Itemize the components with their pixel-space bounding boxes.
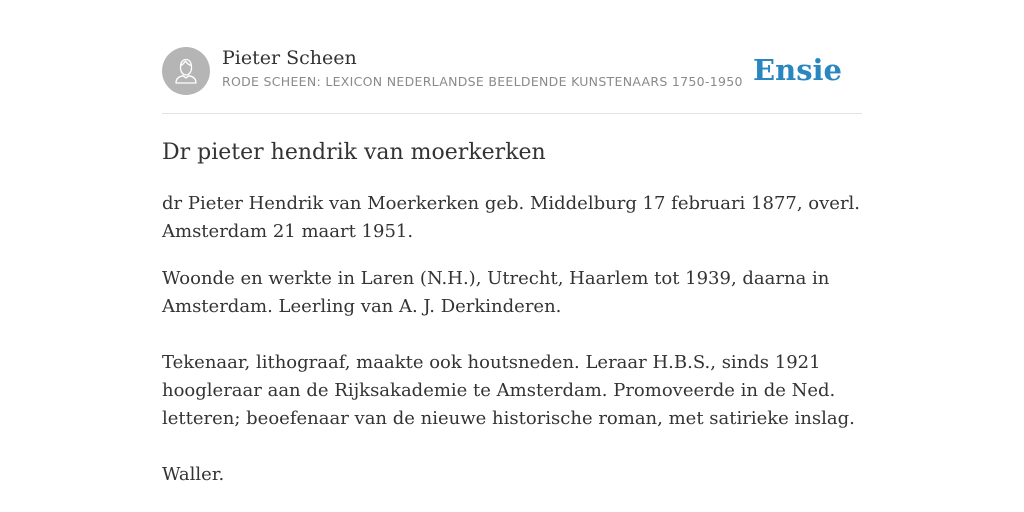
paragraph-line: letteren; beoefenaar van de nieuwe historische roman, met satirieke inslag. [162,408,855,429]
article-paragraph [162,190,861,246]
header [162,46,862,96]
user-icon [162,47,210,95]
article-paragraph [162,349,855,433]
paragraph-line: Amsterdam. Leerling van A. J. Derkinderen. [162,296,562,317]
paragraph-line: dr Pieter Hendrik van Moerkerken geb. Middelburg 17 februari 1877, overl. [162,193,861,214]
paragraph-line: Amsterdam 21 maart 1951. [162,221,414,242]
source-label[interactable]: RODE SCHEEN: LEXICON NEDERLANDSE BEELDENDE KUNSTENAARS 1750-1950 [222,74,743,89]
paragraph-line: Woonde en werkte in Laren (N.H.), Utrecht, Haarlem tot 1939, daarna in [162,268,830,289]
article-paragraph [162,461,842,489]
article [162,137,861,489]
header-divider [162,113,862,114]
paragraph-line: Waller. [162,464,225,485]
article-paragraph [162,265,842,321]
article-title: Dr pieter hendrik van moerkerken [162,140,546,165]
ensie-logo[interactable]: Ensie [753,53,842,87]
paragraph-line: hoogleraar aan de Rijksakademie te Amsterdam. Promoveerde in de Ned. [162,380,836,401]
avatar[interactable] [162,47,210,95]
paragraph-line: Tekenaar, lithograaf, maakte ook houtsneden. Leraar H.B.S., sinds 1921 [162,352,821,373]
author-name[interactable]: Pieter Scheen [222,47,357,69]
